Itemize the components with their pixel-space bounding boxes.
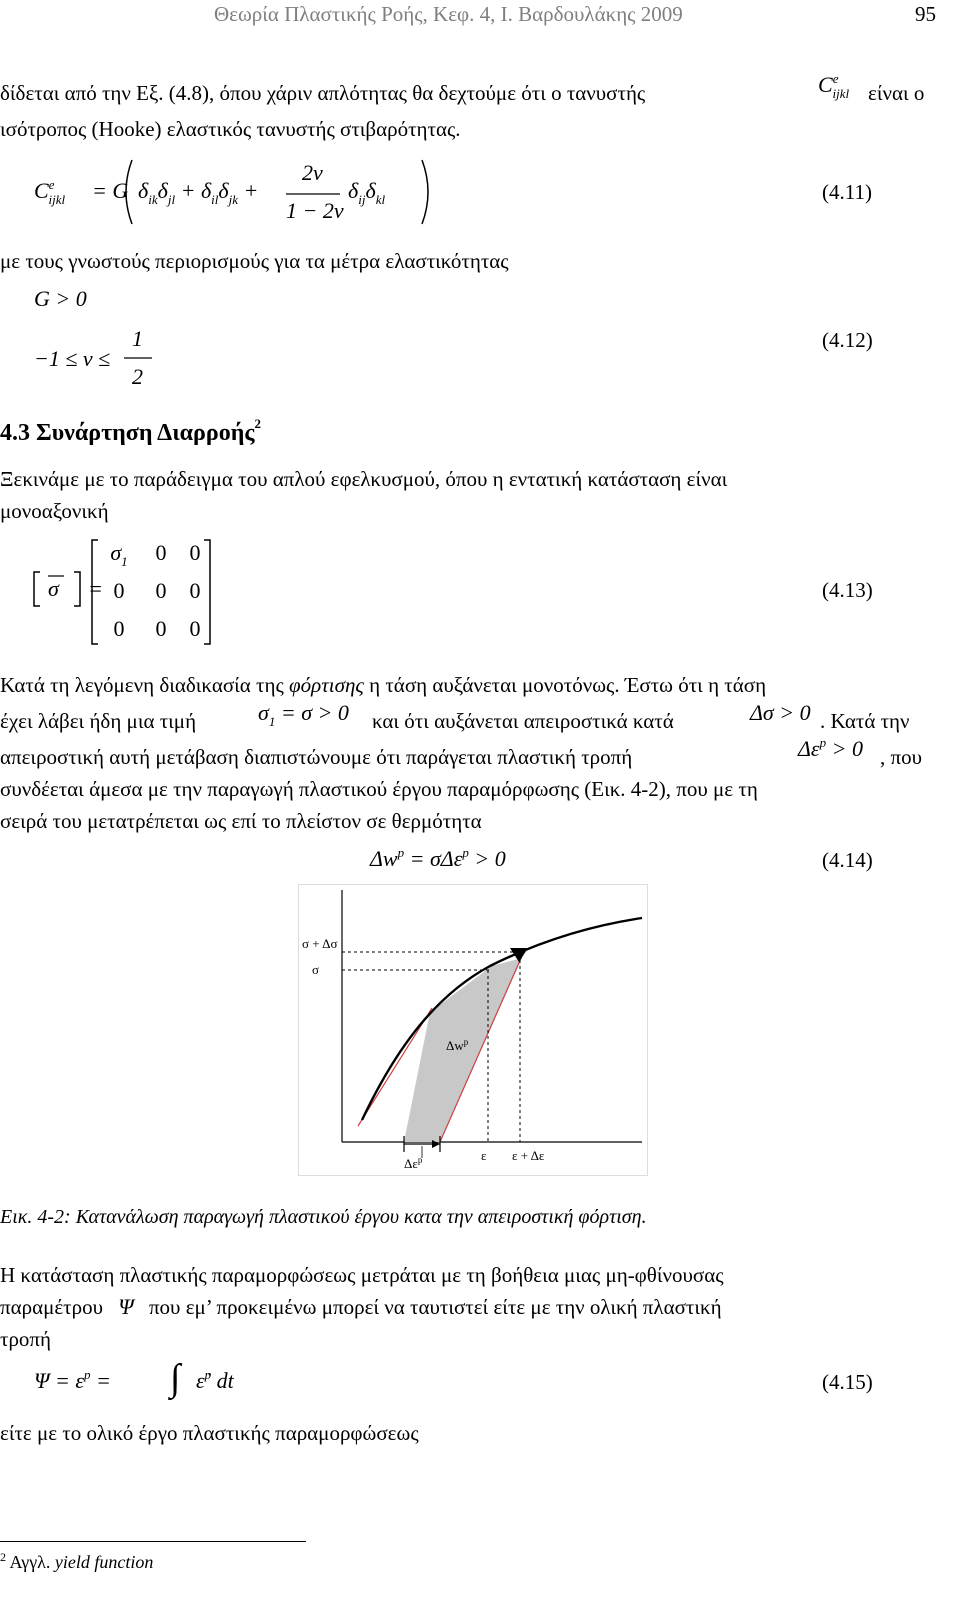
paragraph-loading-line3-end: , που: [880, 745, 922, 769]
label-eps: ε: [481, 1148, 487, 1163]
running-title: Θεωρία Πλαστικής Ροής, Κεφ. 4, Ι. Βαρδουλάκης 2009: [214, 2, 683, 26]
page-header: [0, 2, 960, 32]
equation-4-12: G > 0 −1 ≤ ν ≤ 1 2 (4.12): [34, 286, 873, 389]
paragraph-loading-line2-mid: και ότι αυξάνεται απειροστικά κατά: [372, 709, 674, 733]
paragraph-state-line1: Η κατάσταση πλαστικής παραμορφώσεως μετράται με τη βοήθεια μιας μη-φθίνουσας: [0, 1263, 724, 1287]
paragraph-loading-line2: έχει λάβει ήδη μια τιμή: [0, 709, 197, 733]
equation-number: (4.14): [822, 848, 873, 872]
equation-number: (4.12): [822, 328, 873, 352]
figure-plastic-work: [298, 884, 648, 1176]
fraction-denominator: 1 − 2ν: [286, 198, 344, 223]
label-sigma-plus: σ + Δσ: [302, 936, 338, 951]
label-sigma: σ: [312, 962, 320, 977]
equation-number: (4.15): [822, 1370, 873, 1394]
paragraph-intro-line1: δίδεται από την Εξ. (4.8), όπου χάριν απλότητας θα δεχτούμε ότι ο τανυστής: [0, 81, 646, 105]
label-eps-plus: ε + Δε: [512, 1148, 545, 1163]
page-number: 95: [915, 2, 936, 26]
paragraph-loading-line5: σειρά του μετατρέπεται ως επί το πλείστον σε θερμότητα: [0, 809, 482, 833]
footnote: $^2$ Αγγλ. yield function: [0, 1550, 154, 1572]
label-delta-eps-p: $\Delta\varepsilon^p$: [404, 1155, 423, 1171]
paragraph-total-work: είτε με το ολικό έργο πλαστικής παραμορφώσεως: [0, 1421, 419, 1445]
equation-4-11: $C^e_{ijkl}$ = G $\delta_{ik}\delta_{jl} + \delta_{il}\delta_{jk}$ + 2ν 1 − 2ν $\delta_{ij}\delta_{kl}$ (4.11): [0, 150, 960, 230]
inline-delta-eps-p: $\Delta\varepsilon^p > 0$: [798, 735, 863, 761]
integral-sign: ∫: [170, 1357, 181, 1399]
paragraph-state-line2: παραμέτρου Ψ που εμ’ προκειμένω μπορεί να ταυτιστεί είτε με την ολική πλαστική: [0, 1294, 722, 1319]
equation-4-13: σ = $\sigma_1$ 0 0 0 0 0 0 0 0 (4.13): [0, 536, 960, 652]
paragraph-restrictions: με τους γνωστούς περιορισμούς για τα μέτρα ελαστικότητας: [0, 249, 509, 273]
equation-number: (4.11): [822, 180, 872, 204]
paragraph-uniaxial-line2: μονοαξονική: [0, 499, 109, 523]
inline-sigma1: $\sigma_1 = \sigma > 0$: [258, 700, 349, 729]
paragraph-uniaxial-line1: Ξεκινάμε με το παράδειγμα του απλού εφελκυσμού, όπου η εντατική κατάσταση είναι: [0, 467, 728, 491]
inline-delta-sigma: Δσ > 0: [750, 700, 811, 725]
paragraph-intro-line2: ισότροπος (Hooke) ελαστικός τανυστής στιβαρότητας.: [0, 117, 461, 141]
paragraph-loading-line1: Κατά τη λεγόμενη διαδικασία της φόρτισης η τάση αυξάνεται μονοτόνως. Έστω ότι η τάση: [0, 673, 767, 697]
figure-caption: Εικ. 4-2: Κατανάλωση παραγωγή πλαστικού έργου κατα την απειροστική φόρτιση.: [0, 1206, 647, 1228]
footnote-reference: 2: [254, 416, 261, 431]
paragraph-state-line3: τροπή: [0, 1327, 52, 1351]
paragraph-intro-line1-end: είναι ο: [868, 81, 925, 105]
paragraph-loading-line4: συνδέεται άμεσα με την παραγωγή πλαστικού έργου παραμόρφωσης (Εικ. 4-2), που με τη: [0, 777, 758, 801]
fraction-numerator: 2ν: [302, 160, 323, 185]
paragraph-loading-line3: απειροστική αυτή μετάβαση διαπιστώνουμε ότι παράγεται πλαστική τροπή: [0, 745, 633, 769]
inline-tensor-ceijkl: $C^e_{ijkl}$: [818, 71, 850, 101]
equation-number: (4.13): [822, 578, 873, 602]
label-work-p: $\Delta w^p$: [446, 1037, 469, 1053]
section-heading: 4.3 Συνάρτηση Διαρροής$^2$: [0, 416, 261, 446]
equation-4-15: $\Psi = \varepsilon^p$ = ∫ ε̇$^p$ dt (4.15): [34, 1357, 873, 1399]
paragraph-loading-line2-end: . Κατά την: [820, 709, 910, 733]
footnote-rule: [0, 1541, 306, 1542]
stress-strain-diagram: [298, 884, 648, 1176]
equation-4-14: $\Delta w^p = \sigma\Delta\varepsilon^p > 0$ (4.14): [370, 845, 873, 872]
